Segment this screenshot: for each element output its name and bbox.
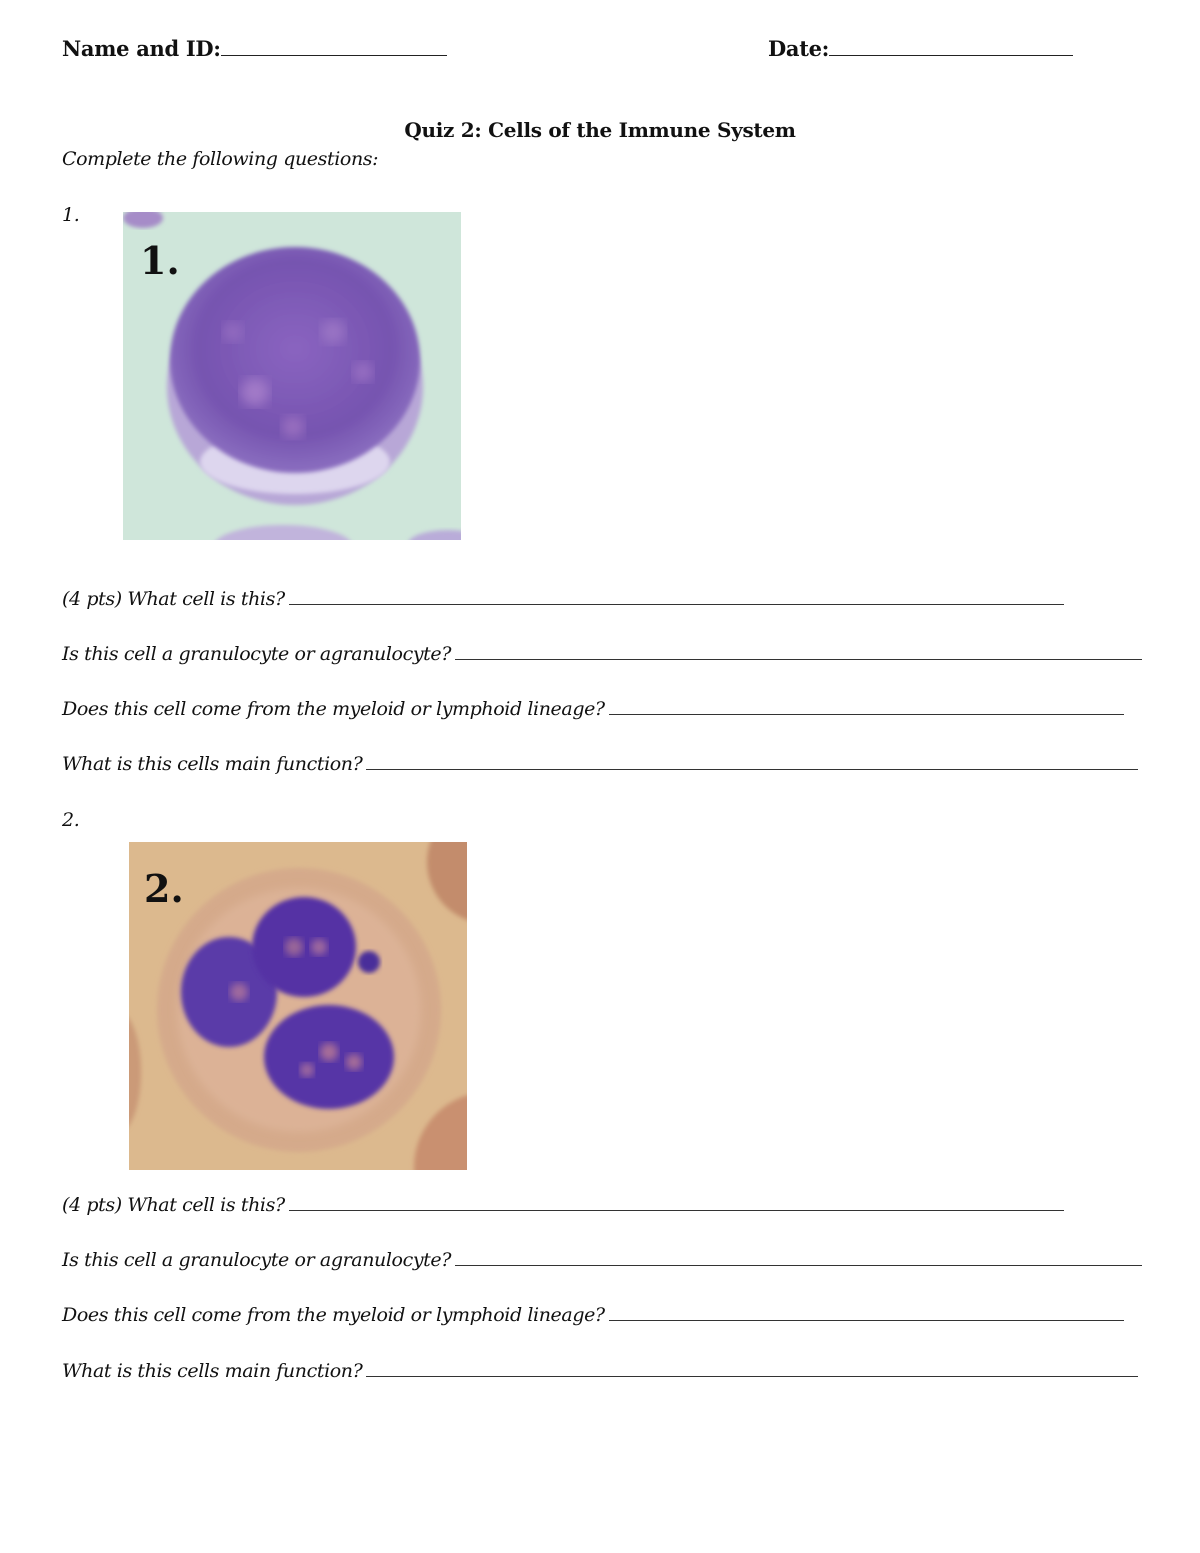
prompt-text: What is this cells main function? <box>62 753 363 775</box>
q2-lineage <box>62 1304 1124 1326</box>
q2-main-function <box>62 1360 1138 1382</box>
answer-blank[interactable] <box>455 1264 1142 1266</box>
answer-blank[interactable] <box>289 1209 1064 1211</box>
q1-what-cell <box>62 588 1064 610</box>
date-label: Date: <box>768 36 830 61</box>
prompt-text: Does this cell come from the myeloid or lymphoid lineage? <box>62 698 605 720</box>
name-id-field[interactable] <box>62 36 447 61</box>
date-field[interactable] <box>768 36 1073 61</box>
answer-blank[interactable] <box>366 1375 1138 1377</box>
image-2-label: 2. <box>144 866 184 911</box>
page-title: Quiz 2: Cells of the Immune System <box>404 118 796 142</box>
q1-lineage <box>62 698 1124 720</box>
date-blank[interactable] <box>829 54 1073 56</box>
prompt-text: (4 pts) What cell is this? <box>62 588 285 610</box>
answer-blank[interactable] <box>366 768 1138 770</box>
answer-blank[interactable] <box>455 658 1142 660</box>
prompt-text: (4 pts) What cell is this? <box>62 1194 285 1216</box>
q2-granulocyte-or-agranulocyte <box>62 1249 1142 1271</box>
q1-granulocyte-or-agranulocyte <box>62 643 1142 665</box>
answer-blank[interactable] <box>609 713 1124 715</box>
name-id-label: Name and ID: <box>62 36 221 61</box>
question-2-number: 2. <box>62 809 80 831</box>
question-1-number: 1. <box>62 204 80 226</box>
prompt-text: Does this cell come from the myeloid or lymphoid lineage? <box>62 1304 605 1326</box>
q1-main-function <box>62 753 1138 775</box>
question-2-image <box>129 842 467 1170</box>
image-1-label: 1. <box>140 238 180 283</box>
prompt-text: What is this cells main function? <box>62 1360 363 1382</box>
question-1-image <box>123 212 461 540</box>
answer-blank[interactable] <box>609 1319 1124 1321</box>
instructions: Complete the following questions: <box>62 148 379 170</box>
q2-what-cell <box>62 1194 1064 1216</box>
prompt-text: Is this cell a granulocyte or agranulocyte? <box>62 643 452 665</box>
answer-blank[interactable] <box>289 603 1064 605</box>
name-id-blank[interactable] <box>221 54 447 56</box>
prompt-text: Is this cell a granulocyte or agranulocyte? <box>62 1249 452 1271</box>
